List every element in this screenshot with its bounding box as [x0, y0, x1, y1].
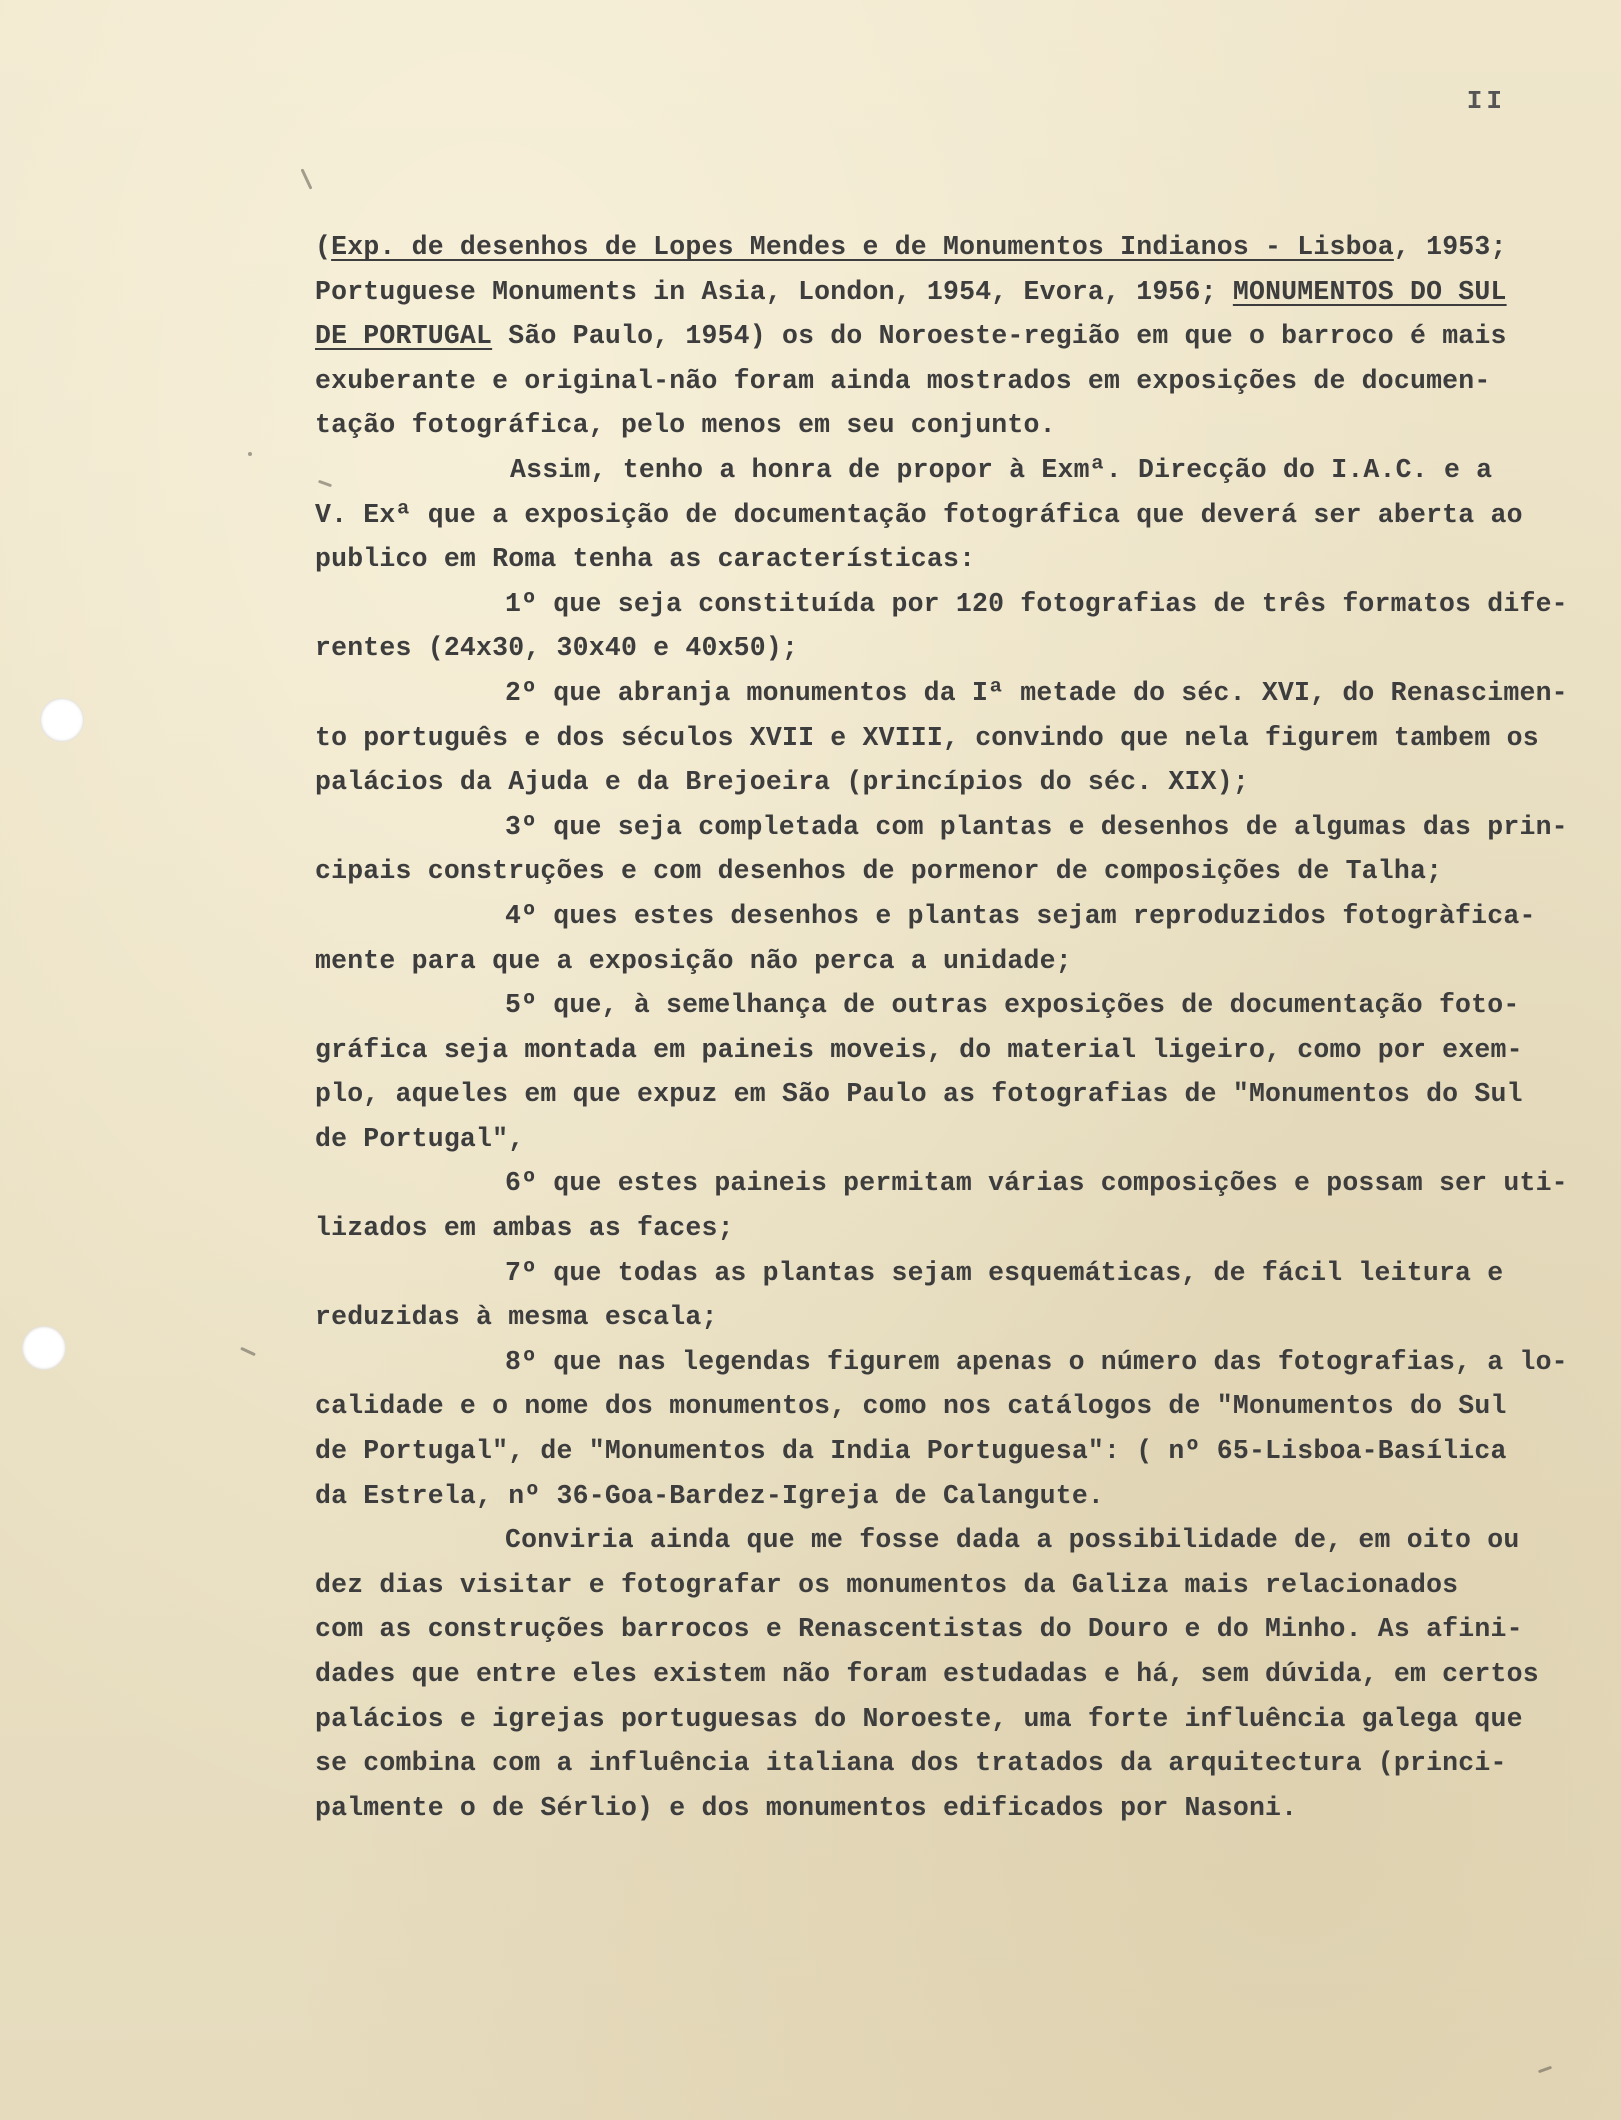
text-line: dades que entre eles existem não foram estudadas e há, sem dúvida, em certos	[315, 1659, 1539, 1689]
list-item-3: 3º que seja completada com plantas e desenhos de algumas das prin-	[505, 811, 1568, 842]
list-item-5: 5º que, à semelhança de outras exposições de documentação foto-	[505, 990, 1520, 1021]
list-item-6: 6º que estes paineis permitam várias composições e possam ser uti-	[505, 1168, 1568, 1199]
underlined-title: MONUMENTOS DO SUL	[1232, 276, 1507, 307]
margin-mark	[240, 1347, 256, 1356]
underlined-title: DE PORTUGAL	[315, 321, 493, 352]
text-line: dez dias visitar e fotografar os monumentos da Galiza mais relacionados	[315, 1569, 1459, 1600]
list-item-8: 8º que nas legendas figurem apenas o número das fotografias, a lo-	[505, 1346, 1568, 1377]
list-item-1: 1º que seja constituída por 120 fotografias de três formatos dife-	[505, 588, 1568, 619]
list-item-2: 2º que abranja monumentos da Iª metade do séc. XVI, do Renascimen-	[505, 677, 1568, 708]
margin-mark	[248, 452, 252, 456]
page-number: II	[1466, 86, 1506, 116]
text-line: publico em Roma tenha as características:	[315, 544, 976, 575]
list-item-4: 4º ques estes desenhos e plantas sejam reproduzidos fotogràfica-	[505, 900, 1536, 931]
text-line: lizados em ambas as faces;	[315, 1213, 734, 1244]
text-line: V. Exª que a exposição de documentação fotográfica que deverá ser aberta ao	[315, 499, 1523, 530]
text-line: reduzidas à mesma escala;	[315, 1302, 718, 1333]
text-line: de Portugal", de "Monumentos da India Portuguesa": ( nº 65-Lisboa-Basílica	[315, 1436, 1507, 1467]
text-line: mente para que a exposição não perca a unidade;	[315, 945, 1072, 976]
text-line: DE PORTUGAL São Paulo, 1954) os do Noroeste-região em que o barroco é mais	[315, 321, 1507, 352]
punch-hole	[40, 698, 84, 742]
text-line: (Exp. de desenhos de Lopes Mendes e de Monumentos Indianos - Lisboa, 1953;	[315, 232, 1507, 262]
text-line: gráfica seja montada em paineis moveis, do material ligeiro, como por exem-	[315, 1034, 1523, 1065]
text-line: palmente o de Sérlio) e dos monumentos edificados por Nasoni.	[315, 1792, 1298, 1823]
list-item-7: 7º que todas as plantas sejam esquemáticas, de fácil leitura e	[505, 1257, 1504, 1288]
underlined-title: Exp. de desenhos de Lopes Mendes e de Monumentos Indianos - Lisboa	[331, 232, 1394, 262]
margin-mark	[1538, 2066, 1552, 2074]
text-line: rentes (24x30, 30x40 e 40x50);	[315, 633, 799, 664]
punch-hole	[22, 1326, 66, 1370]
text-line: com as construções barrocos e Renascentistas do Douro e do Minho. As afini-	[315, 1614, 1523, 1645]
text-line: exuberante e original-não foram ainda mostrados em exposições de documen-	[315, 365, 1491, 396]
text-line: to português e dos séculos XVII e XVIII, convindo que nela figurem tambem os	[315, 722, 1539, 753]
margin-mark	[300, 168, 312, 189]
document-body	[315, 225, 1595, 1830]
text-line: Portuguese Monuments in Asia, London, 1954, Evora, 1956; MONUMENTOS DO SUL	[315, 276, 1507, 307]
text-line: da Estrela, nº 36-Goa-Bardez-Igreja de Calangute.	[315, 1480, 1105, 1511]
text-line: palácios da Ajuda e da Brejoeira (princípios do séc. XIX);	[315, 767, 1249, 798]
text-line: calidade e o nome dos monumentos, como nos catálogos de "Monumentos do Sul	[315, 1391, 1507, 1422]
text-line: plo, aqueles em que expuz em São Paulo as fotografias de "Monumentos do Sul	[315, 1079, 1523, 1110]
text-line: tação fotográfica, pelo menos em seu conjunto.	[315, 410, 1056, 441]
text-line: palácios e igrejas portuguesas do Noroeste, uma forte influência galega que	[315, 1703, 1523, 1734]
paragraph-start: Assim, tenho a honra de propor à Exmª. Direcção do I.A.C. e a	[510, 454, 1493, 485]
text-line: de Portugal",	[315, 1123, 525, 1154]
paragraph-start: Conviria ainda que me fosse dada a possibilidade de, em oito ou	[505, 1525, 1520, 1556]
text-line: cipais construções e com desenhos de pormenor de composições de Talha;	[315, 856, 1443, 887]
text-line: se combina com a influência italiana dos tratados da arquitectura (princi-	[315, 1748, 1507, 1779]
